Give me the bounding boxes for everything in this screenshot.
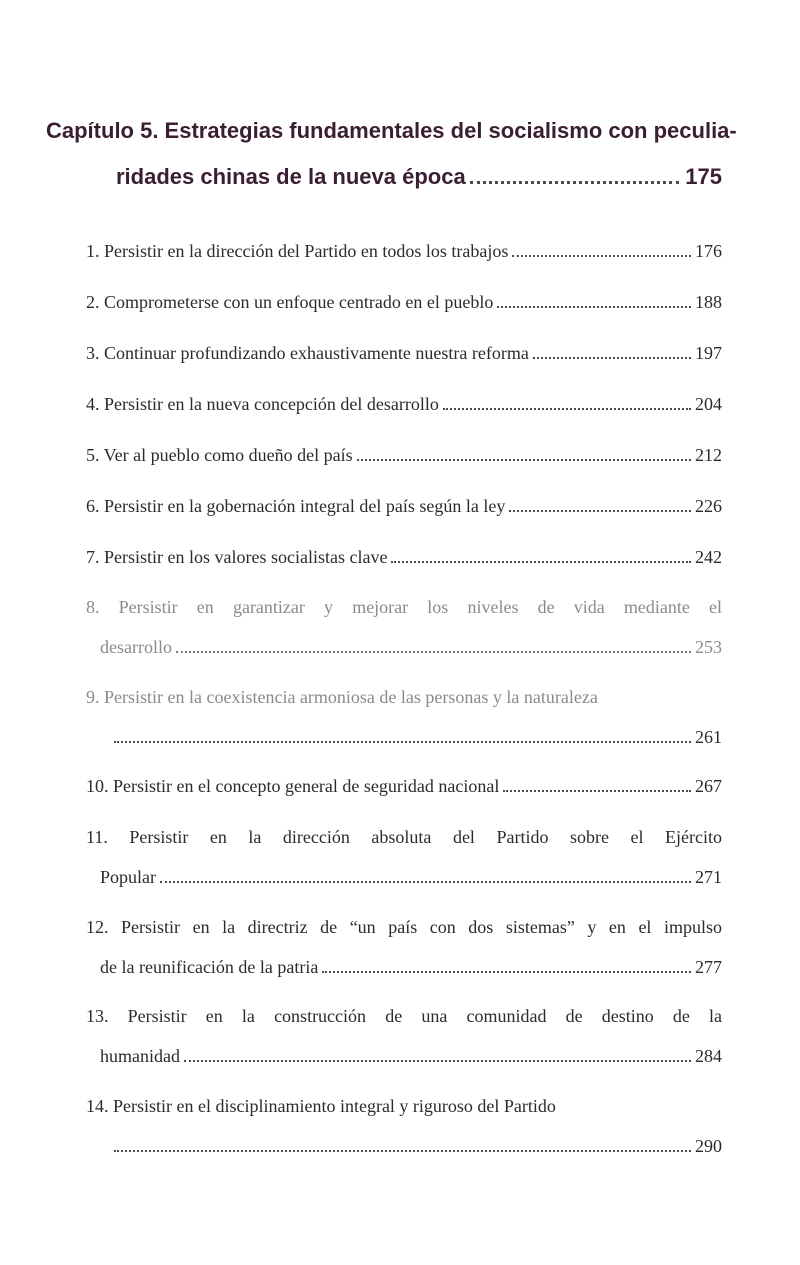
- leader-dots: [357, 459, 691, 461]
- toc-entry-8[interactable]: [86, 596, 722, 658]
- chapter-title-line-1: Capítulo 5. Estrategias fundamentales del socialismo con peculia-: [46, 118, 737, 143]
- entry-page-number: 212: [695, 445, 722, 465]
- entry-title-line-2: desarrollo: [100, 637, 172, 657]
- toc-entry-7[interactable]: [86, 546, 722, 568]
- entry-title: 3. Continuar profundizando exhaustivamente nuestra reforma: [86, 343, 529, 363]
- leader-dots: [160, 881, 691, 883]
- entry-title-line-1: 12. Persistir en la directriz de “un país con dos sistemas” y en el impulso: [86, 917, 722, 937]
- chapter-heading: [46, 118, 737, 190]
- entry-title-line-1: 14. Persistir en el disciplinamiento integral y riguroso del Partido: [86, 1096, 556, 1116]
- entry-page-number: 267: [695, 776, 722, 796]
- entry-title: 10. Persistir en el concepto general de seguridad nacional: [86, 776, 500, 796]
- entry-continuation: [86, 1045, 722, 1067]
- entry-page-number: 253: [695, 637, 722, 657]
- leader-dots: [114, 1150, 691, 1152]
- entry-continuation: [86, 956, 722, 978]
- toc-entry-1[interactable]: [86, 240, 722, 262]
- leader-dots: [509, 510, 691, 512]
- entry-page-number: 261: [695, 727, 722, 747]
- toc-entry-3[interactable]: [86, 342, 722, 364]
- leader-dots: [470, 181, 680, 184]
- entry-title-line-2: Popular: [100, 867, 156, 887]
- entry-page-number: 277: [695, 957, 722, 977]
- entry-continuation: [86, 636, 722, 658]
- entry-title-line-1: 13. Persistir en la construcción de una comunidad de destino de la: [86, 1006, 722, 1026]
- entry-title-line-1: 8. Persistir en garantizar y mejorar los niveles de vida mediante el: [86, 597, 722, 617]
- toc-entry-5[interactable]: [86, 444, 722, 466]
- leader-dots: [184, 1060, 691, 1062]
- entry-title: 2. Comprometerse con un enfoque centrado en el pueblo: [86, 292, 494, 312]
- entry-page-number: 176: [695, 241, 722, 261]
- toc-entry-13[interactable]: [86, 1005, 722, 1067]
- entry-title: 5. Ver al pueblo como dueño del país: [86, 445, 353, 465]
- entry-title: 1. Persistir en la dirección del Partido en todos los trabajos: [86, 241, 509, 261]
- toc-entry-11[interactable]: [86, 826, 722, 888]
- leader-dots: [497, 306, 691, 308]
- toc-entry-9[interactable]: [86, 686, 722, 748]
- chapter-title-line-2: [46, 164, 722, 190]
- leader-dots: [533, 357, 691, 359]
- entry-continuation: [86, 866, 722, 888]
- entry-title: 4. Persistir en la nueva concepción del desarrollo: [86, 394, 439, 414]
- entry-title-line-1: 11. Persistir en la dirección absoluta del Partido sobre el Ejército: [86, 827, 722, 847]
- leader-dots: [322, 971, 691, 973]
- entry-title-line-1: 9. Persistir en la coexistencia armoniosa de las personas y la naturaleza: [86, 687, 598, 707]
- entry-page-number: 204: [695, 394, 722, 414]
- entry-page-number: 271: [695, 867, 722, 887]
- leader-dots: [503, 790, 691, 792]
- chapter-title-text: ridades chinas de la nueva época: [116, 164, 466, 189]
- toc-entry-10[interactable]: [86, 775, 722, 797]
- chapter-page-number: 175: [685, 164, 722, 189]
- entry-title: 7. Persistir en los valores socialistas clave: [86, 547, 388, 567]
- entry-continuation: [86, 1135, 722, 1157]
- entry-page-number: 290: [695, 1136, 722, 1156]
- entry-title-line-2: humanidad: [100, 1046, 180, 1066]
- entry-page-number: 188: [695, 292, 722, 312]
- leader-dots: [114, 741, 691, 743]
- entry-page-number: 226: [695, 496, 722, 516]
- toc-entry-4[interactable]: [86, 393, 722, 415]
- leader-dots: [391, 561, 691, 563]
- toc-entry-14[interactable]: [86, 1095, 722, 1157]
- toc-entry-6[interactable]: [86, 495, 722, 517]
- entry-page-number: 197: [695, 343, 722, 363]
- leader-dots: [176, 651, 691, 653]
- entry-continuation: [86, 726, 722, 748]
- entry-page-number: 242: [695, 547, 722, 567]
- toc-entry-12[interactable]: [86, 916, 722, 978]
- leader-dots: [443, 408, 691, 410]
- entry-page-number: 284: [695, 1046, 722, 1066]
- entry-title-line-2: de la reunificación de la patria: [100, 957, 319, 977]
- entry-title: 6. Persistir en la gobernación integral del país según la ley: [86, 496, 506, 516]
- leader-dots: [512, 255, 691, 257]
- toc-entry-2[interactable]: [86, 291, 722, 313]
